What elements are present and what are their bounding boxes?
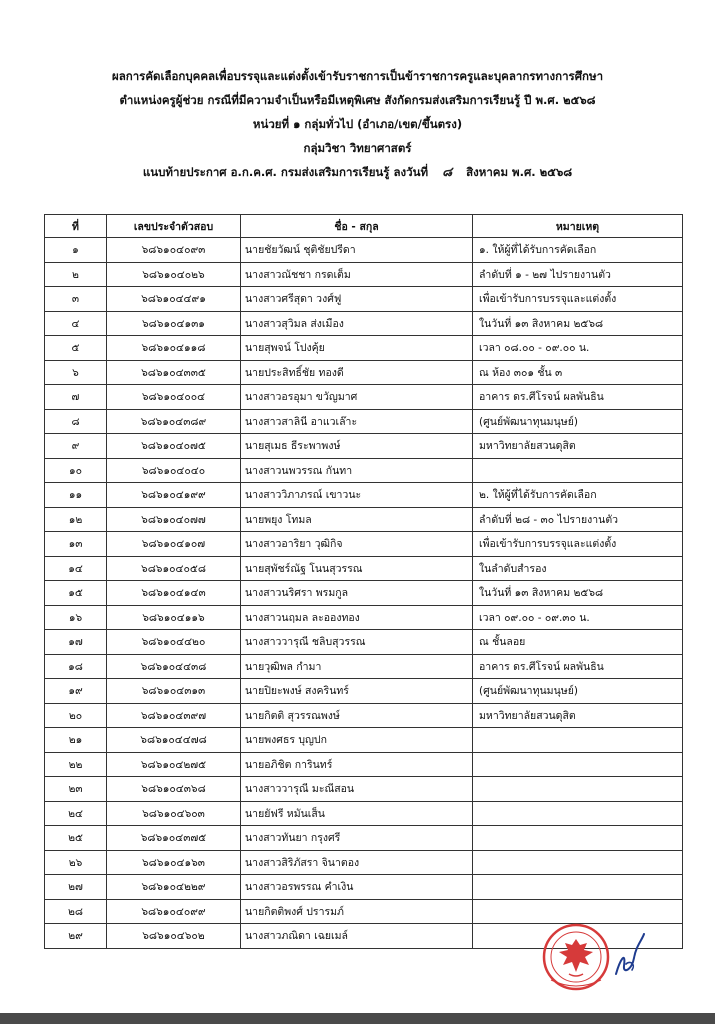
remark-cell: มหาวิทยาลัยสวนดุสิต	[473, 434, 683, 459]
document-header	[0, 64, 715, 184]
table-row	[45, 801, 683, 826]
table-row	[45, 483, 683, 508]
exam-id-cell: ๖๘๖๑๐๔๓๓๕	[107, 360, 241, 385]
name-cell: นายปิยะพงษ์ สงครินทร์	[241, 679, 473, 704]
name-cell: นางสาววารุณี มะณีสอน	[241, 777, 473, 802]
name-cell: นายยัฟรี หมันเส็น	[241, 801, 473, 826]
remark-cell: ลำดับที่ ๑ - ๒๗ ไปรายงานตัว	[473, 262, 683, 287]
candidate-table	[44, 214, 683, 949]
header-line-4: กลุ่มวิชา วิทยาศาสตร์	[303, 141, 412, 155]
table-row	[45, 311, 683, 336]
header-line-5	[0, 160, 715, 184]
table-row	[45, 728, 683, 753]
exam-id-cell: ๖๘๖๑๐๔๑๙๙	[107, 483, 241, 508]
name-cell: นางสาวนริศรา พรมกูล	[241, 581, 473, 606]
remark-cell: อาคาร ดร.ศีโรจน์ ผลพันธิน	[473, 385, 683, 410]
name-cell: นายประสิทธิ์ชัย ทองดี	[241, 360, 473, 385]
table-row	[45, 287, 683, 312]
remark-cell: ในวันที่ ๑๓ สิงหาคม ๒๕๖๘	[473, 581, 683, 606]
name-cell: นายวุฒิพล กำมา	[241, 654, 473, 679]
table-row	[45, 630, 683, 655]
exam-id-cell: ๖๘๖๑๐๔๐๕๘	[107, 556, 241, 581]
row-number: ๙	[45, 434, 107, 459]
remark-cell: ณ ชั้นลอย	[473, 630, 683, 655]
header-name: ชื่อ - สกุล	[241, 215, 473, 238]
remark-cell: เพื่อเข้ารับการบรรจุและแต่งตั้ง	[473, 532, 683, 557]
table-row	[45, 605, 683, 630]
exam-id-cell: ๖๘๖๑๐๔๑๓๑	[107, 311, 241, 336]
header-line-1: ผลการคัดเลือกบุคคลเพื่อบรรจุและแต่งตั้งเข้ารับราชการเป็นข้าราชการครูและบุคลากรทางการศึกษา	[111, 69, 604, 83]
row-number: ๑	[45, 238, 107, 263]
exam-id-cell: ๖๘๖๑๐๔๑๖๓	[107, 850, 241, 875]
remark-cell: ในลำดับสำรอง	[473, 556, 683, 581]
exam-id-cell: ๖๘๖๑๐๔๒๗๕	[107, 752, 241, 777]
exam-id-cell: ๖๘๖๑๐๔๑๐๗	[107, 532, 241, 557]
table-row	[45, 409, 683, 434]
exam-id-cell: ๖๘๖๑๐๔๑๑๘	[107, 336, 241, 361]
row-number: ๒๘	[45, 899, 107, 924]
row-number: ๑๙	[45, 679, 107, 704]
table-body	[45, 238, 683, 949]
remark-cell	[473, 899, 683, 924]
viewer-bottom-strip	[0, 1013, 715, 1024]
table-row	[45, 262, 683, 287]
name-cell: นางสาวสาลินี อาแวเล๊าะ	[241, 409, 473, 434]
table-row	[45, 850, 683, 875]
row-number: ๔	[45, 311, 107, 336]
name-cell: นางสาววิภาภรณ์ เขาวนะ	[241, 483, 473, 508]
name-cell: นางสาวอรพรรณ คำเงิน	[241, 875, 473, 900]
row-number: ๒๑	[45, 728, 107, 753]
remark-cell: (ศูนย์พัฒนาทุนมนุษย์)	[473, 679, 683, 704]
header-line-2: ตำแหน่งครูผู้ช่วย กรณีที่มีความจำเป็นหรือมีเหตุพิเศษ สังกัดกรมส่งเสริมการเรียนรู้ ปี พ.ศ. ๒๕๖๘	[119, 93, 596, 107]
table-row	[45, 703, 683, 728]
row-number: ๒๒	[45, 752, 107, 777]
name-cell: นายสุพัชร์ณัฐ โนนสุวรรณ	[241, 556, 473, 581]
exam-id-cell: ๖๘๖๑๐๔๓๖๘	[107, 777, 241, 802]
exam-id-cell: ๖๘๖๑๐๔๑๔๓	[107, 581, 241, 606]
name-cell: นายสุพจน์ โปงคุ้ย	[241, 336, 473, 361]
name-cell: นายพยุง โทมล	[241, 507, 473, 532]
table-row	[45, 360, 683, 385]
row-number: ๒๖	[45, 850, 107, 875]
table-row	[45, 507, 683, 532]
name-cell: นายชัยวัฒน์ ชุติชัยปรีดา	[241, 238, 473, 263]
table-row	[45, 556, 683, 581]
name-cell: นางสาววารุณี ชลิบสุวรรณ	[241, 630, 473, 655]
header-line-3: หน่วยที่ ๑ กลุ่มทั่วไป (อำเภอ/เขต/ขึ้นตรง)	[252, 117, 463, 131]
exam-id-cell: ๖๘๖๑๐๔๓๙๗	[107, 703, 241, 728]
name-cell: นางสาวทันยา กรุงศรี	[241, 826, 473, 851]
name-cell: นายพงศธร บุญปก	[241, 728, 473, 753]
row-number: ๑๗	[45, 630, 107, 655]
table-row	[45, 752, 683, 777]
row-number: ๕	[45, 336, 107, 361]
table-row	[45, 654, 683, 679]
header-exam-id: เลขประจำตัวสอบ	[107, 215, 241, 238]
table-row	[45, 899, 683, 924]
table-row	[45, 679, 683, 704]
exam-id-cell: ๖๘๖๑๐๔๓๑๓	[107, 679, 241, 704]
row-number: ๘	[45, 409, 107, 434]
table-row	[45, 458, 683, 483]
row-number: ๒๕	[45, 826, 107, 851]
header-remark: หมายเหตุ	[473, 215, 683, 238]
garuda-seal-icon	[541, 922, 611, 992]
exam-id-cell: ๖๘๖๑๐๔๑๑๖	[107, 605, 241, 630]
remark-cell	[473, 728, 683, 753]
remark-cell: เวลา ๐๙.๐๐ - ๐๙.๓๐ น.	[473, 605, 683, 630]
exam-id-cell: ๖๘๖๑๐๔๐๔๐	[107, 458, 241, 483]
name-cell: นางสาวภณิดา เฉยเมล์	[241, 924, 473, 949]
name-cell: นางสาวณัชชา กรดเต็ม	[241, 262, 473, 287]
name-cell: นางสาวอาริยา วุฒิกิจ	[241, 532, 473, 557]
exam-id-cell: ๖๘๖๑๐๔๓๘๙	[107, 409, 241, 434]
remark-cell: ลำดับที่ ๒๘ - ๓๐ ไปรายงานตัว	[473, 507, 683, 532]
row-number: ๑๓	[45, 532, 107, 557]
table-row	[45, 532, 683, 557]
row-number: ๒	[45, 262, 107, 287]
row-number: ๑๕	[45, 581, 107, 606]
row-number: ๑๔	[45, 556, 107, 581]
name-cell: นายสุเมธ ธีระพาพงษ์	[241, 434, 473, 459]
remark-cell: ในวันที่ ๑๓ สิงหาคม ๒๕๖๘	[473, 311, 683, 336]
exam-id-cell: ๖๘๖๑๐๔๔๒๐	[107, 630, 241, 655]
row-number: ๒๓	[45, 777, 107, 802]
table-row	[45, 336, 683, 361]
row-number: ๑๘	[45, 654, 107, 679]
exam-id-cell: ๖๘๖๑๐๔๐๗๗	[107, 507, 241, 532]
row-number: ๒๙	[45, 924, 107, 949]
table-row	[45, 434, 683, 459]
remark-cell: เพื่อเข้ารับการบรรจุและแต่งตั้ง	[473, 287, 683, 312]
name-cell: นางสาวสิริภัสรา จินาตอง	[241, 850, 473, 875]
row-number: ๑๖	[45, 605, 107, 630]
exam-id-cell: ๖๘๖๑๐๔๐๙๓	[107, 238, 241, 263]
row-number: ๒๐	[45, 703, 107, 728]
remark-cell	[473, 458, 683, 483]
row-number: ๑๒	[45, 507, 107, 532]
table-row	[45, 826, 683, 851]
table-row	[45, 581, 683, 606]
row-number: ๑๑	[45, 483, 107, 508]
row-number: ๒๔	[45, 801, 107, 826]
remark-cell: มหาวิทยาลัยสวนดุสิต	[473, 703, 683, 728]
table-row	[45, 875, 683, 900]
remark-cell: ๒. ให้ผู้ที่ได้รับการคัดเลือก	[473, 483, 683, 508]
remark-cell: อาคาร ดร.ศีโรจน์ ผลพันธิน	[473, 654, 683, 679]
table-row	[45, 238, 683, 263]
announcement-prefix: แนบท้ายประกาศ อ.ก.ค.ศ. กรมส่งเสริมการเรียนรู้ ลงวันที่	[142, 165, 429, 179]
signature-mark	[612, 930, 648, 978]
row-number: ๖	[45, 360, 107, 385]
remark-cell: ๑. ให้ผู้ที่ได้รับการคัดเลือก	[473, 238, 683, 263]
row-number: ๓	[45, 287, 107, 312]
name-cell: นางสาวสุวิมล ส่งเมือง	[241, 311, 473, 336]
table-row	[45, 777, 683, 802]
row-number: ๒๗	[45, 875, 107, 900]
name-cell: นายกิตติ สุวรรณพงษ์	[241, 703, 473, 728]
row-number: ๗	[45, 385, 107, 410]
row-number: ๑๐	[45, 458, 107, 483]
remark-cell	[473, 826, 683, 851]
exam-id-cell: ๖๘๖๑๐๔๔๗๘	[107, 728, 241, 753]
name-cell: นางสาวอรอุมา ขวัญมาศ	[241, 385, 473, 410]
exam-id-cell: ๖๘๖๑๐๔๐๐๔	[107, 385, 241, 410]
announcement-day: ๘	[442, 165, 453, 180]
table-row	[45, 385, 683, 410]
exam-id-cell: ๖๘๖๑๐๔๖๐๒	[107, 924, 241, 949]
name-cell: นางสาวนฤมล ละอองทอง	[241, 605, 473, 630]
exam-id-cell: ๖๘๖๑๐๔๖๐๓	[107, 801, 241, 826]
remark-cell	[473, 777, 683, 802]
remark-cell	[473, 850, 683, 875]
exam-id-cell: ๖๘๖๑๐๔๐๙๙	[107, 899, 241, 924]
remark-cell: (ศูนย์พัฒนาทุนมนุษย์)	[473, 409, 683, 434]
exam-id-cell: ๖๘๖๑๐๔๔๙๑	[107, 287, 241, 312]
remark-cell	[473, 801, 683, 826]
name-cell: นายกิตติพงศ์ ปรารมภ์	[241, 899, 473, 924]
remark-cell: ณ ห้อง ๓๐๑ ชั้น ๓	[473, 360, 683, 385]
name-cell: นายอภิชิต การินทร์	[241, 752, 473, 777]
remark-cell	[473, 752, 683, 777]
name-cell: นางสาวศรีสุดา วงศ์ฟู	[241, 287, 473, 312]
remark-cell: เวลา ๐๘.๐๐ - ๐๙.๐๐ น.	[473, 336, 683, 361]
header-no: ที่	[45, 215, 107, 238]
table-header-row	[45, 215, 683, 238]
exam-id-cell: ๖๘๖๑๐๔๐๗๕	[107, 434, 241, 459]
exam-id-cell: ๖๘๖๑๐๔๓๗๕	[107, 826, 241, 851]
exam-id-cell: ๖๘๖๑๐๔๒๒๙	[107, 875, 241, 900]
exam-id-cell: ๖๘๖๑๐๔๔๓๘	[107, 654, 241, 679]
exam-id-cell: ๖๘๖๑๐๔๐๒๖	[107, 262, 241, 287]
name-cell: นางสาวนพวรรณ กันทา	[241, 458, 473, 483]
announcement-suffix: สิงหาคม พ.ศ. ๒๕๖๘	[466, 165, 573, 179]
remark-cell	[473, 875, 683, 900]
